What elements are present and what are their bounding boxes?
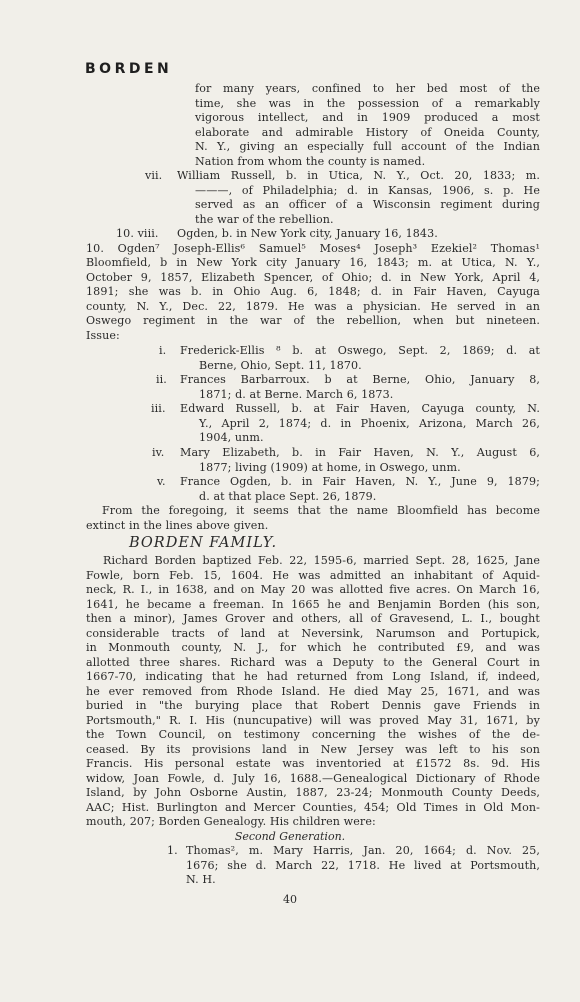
- paragraph-line: Portsmouth," R. I. His (nuncupative) will was proved May 31, 1671, by: [86, 713, 540, 727]
- entry-number: 1.: [167, 844, 178, 857]
- entry-viii: Ogden, b. in New York city, January 16, 1843.: [177, 227, 438, 240]
- paragraph-line: October 9, 1857, Elizabeth Spencer, of Ohio; d. in New York, April 4,: [86, 270, 540, 284]
- paragraph-line: Francis. His personal estate was inventoried at £1572 8s. 9d. His: [86, 757, 540, 770]
- paragraph-line: county, N. Y., Dec. 22, 1879. He was a physician. He served in an: [86, 299, 540, 313]
- paragraph-line: Oswego regiment in the war of the rebellion, when but nineteen.: [86, 314, 540, 327]
- intro-line: time, she was in the possession of a remarkably: [195, 96, 540, 110]
- paragraph-line: widow, Joan Fowle, d. July 16, 1688.—Genealogical Dictionary of Rhode: [86, 771, 540, 785]
- issue-line: 1871; d. at Berne. March 6, 1873.: [199, 387, 394, 401]
- entry-vii-continued: [195, 184, 540, 228]
- paragraph-line: then a minor), James Grover and others, all of Gravesend, L. I., bought: [86, 612, 540, 625]
- issue-item: [180, 402, 540, 417]
- intro-line: elaborate and admirable History of Oneida County,: [195, 125, 540, 139]
- issue-number: iii.: [151, 402, 166, 415]
- paragraph-line: AAC; Hist. Burlington and Mercer Counties, 454; Old Times in Old Mon-: [86, 800, 540, 814]
- paragraph-line: allotted three shares. Richard was a Deputy to the General Court in: [86, 655, 540, 669]
- paragraph-line: mouth, 207; Borden Genealogy. His children were:: [86, 815, 376, 828]
- paragraph-line: considerable tracts of land at Neversink, Narumson and Portupick,: [86, 626, 540, 640]
- entry-line: served as an officer of a Wisconsin regiment during: [195, 198, 540, 211]
- intro-line: vigorous intellect, and in 1909 produced a most: [195, 111, 540, 124]
- paragraph-line: From the foregoing, it seems that the name Bloomfield has become: [102, 504, 540, 517]
- issue-line: Berne, Ohio, Sept. 11, 1870.: [199, 358, 362, 372]
- paragraph-line: ceased. By its provisions land in New Jersey was left to his son: [86, 742, 540, 756]
- issue-number: ii.: [156, 373, 167, 386]
- section-title: BORDEN FAMILY.: [129, 535, 278, 551]
- entry-thomas: [186, 844, 540, 888]
- issue-number: iv.: [152, 446, 165, 459]
- closing-paragraph: [86, 504, 540, 533]
- issue-line: France Ogden, b. in Fair Haven, N. Y., June 9, 1879;: [180, 475, 540, 488]
- paragraph-line: Bloomfield, b in New York city January 16, 1843; m. at Utica, N. Y.,: [86, 256, 540, 269]
- paragraph-line: Island, by John Osborne Austin, 1887, 23-24; Monmouth County Deeds,: [86, 786, 540, 799]
- paragraph-line: neck, R. I., in 1638, and on May 20 was allotted five acres. On March 16,: [86, 583, 540, 596]
- page-number: 40: [283, 893, 297, 906]
- issue-item-continued: [199, 417, 540, 446]
- issue-item: [180, 344, 540, 359]
- subsection-title: Second Generation.: [234, 830, 346, 843]
- intro-line: for many years, confined to her bed most of the: [195, 82, 540, 95]
- issue-number: v.: [157, 475, 166, 488]
- intro-line: N. Y., giving an especially full account of the Indian: [195, 140, 540, 153]
- paragraph-line: he ever removed from Rhode Island. He died May 25, 1671, and was: [86, 684, 540, 698]
- paragraph-line: in Monmouth county, N. J., for which he contributed £9, and was: [86, 641, 540, 654]
- paragraph-ogden: [86, 242, 540, 344]
- paragraph-line: 1641, he became a freeman. In 1665 he and Benjamin Borden (his son,: [86, 597, 540, 611]
- entry-line: N. H.: [186, 873, 216, 886]
- running-header: BORDEN: [85, 61, 173, 77]
- entry-vii: [177, 169, 540, 184]
- paragraph-line: Fowle, born Feb. 15, 1604. He was admitted an inhabitant of Aquid-: [86, 568, 540, 582]
- entry-line: ———, of Philadelphia; d. in Kansas, 1906, s. p. He: [195, 183, 540, 197]
- paragraph-line: 1891; she was b. in Ohio Aug. 6, 1848; d. in Fair Haven, Cayuga: [86, 285, 540, 298]
- entry-line: William Russell, b. in Utica, N. Y., Oct. 20, 1833; m.: [177, 169, 540, 182]
- entry-line: 1676; she d. March 22, 1718. He lived at Portsmouth,: [186, 858, 540, 872]
- entry-line: the war of the rebellion.: [195, 212, 334, 226]
- issue-line: 1877; living (1909) at home, in Oswego, unm.: [199, 460, 461, 474]
- paragraph-richard: [86, 554, 540, 830]
- paragraph-line: Richard Borden baptized Feb. 22, 1595-6, married Sept. 28, 1625, Jane: [103, 554, 540, 567]
- issue-item: [180, 373, 540, 388]
- paragraph-line: the Town Council, on testimony concerning the wishes of the de-: [86, 728, 540, 741]
- entry-line: Thomas², m. Mary Harris, Jan. 20, 1664; d. Nov. 25,: [186, 844, 540, 857]
- entry-number: vii.: [145, 169, 163, 182]
- issue-line: Mary Elizabeth, b. in Fair Haven, N. Y., August 6,: [180, 446, 540, 459]
- paragraph-line: 1667-70, indicating that he had returned from Long Island, if, indeed,: [86, 670, 540, 683]
- issue-line: Edward Russell, b. at Fair Haven, Cayuga county, N.: [180, 402, 540, 415]
- intro-line: Nation from whom the county is named.: [195, 154, 426, 168]
- paragraph-line: 10. Ogden⁷ Joseph-Ellis⁶ Samuel⁵ Moses⁴ Joseph³ Ezekiel² Thomas¹: [86, 241, 540, 255]
- issue-line: 1904, unm.: [199, 431, 264, 444]
- issue-line: Frederick-Ellis ⁸ b. at Oswego, Sept. 2, 1869; d. at: [180, 344, 540, 357]
- issue-line: d. at that place Sept. 26, 1879.: [199, 489, 377, 503]
- issue-line: Frances Barbarroux. b at Berne, Ohio, January 8,: [180, 373, 540, 386]
- issue-line: Y., April 2, 1874; d. in Phoenix, Arizona, March 26,: [199, 416, 540, 430]
- paragraph-line: Issue:: [86, 328, 120, 342]
- paragraph-line: buried in "the burying place that Robert Dennis gave Friends in: [86, 699, 540, 712]
- intro-paragraph: [195, 82, 540, 169]
- issue-item: [180, 446, 540, 461]
- paragraph-line: extinct in the lines above given.: [86, 518, 269, 532]
- issue-item: [180, 475, 540, 490]
- entry-number: 10. viii.: [116, 227, 159, 240]
- issue-number: i.: [159, 344, 167, 357]
